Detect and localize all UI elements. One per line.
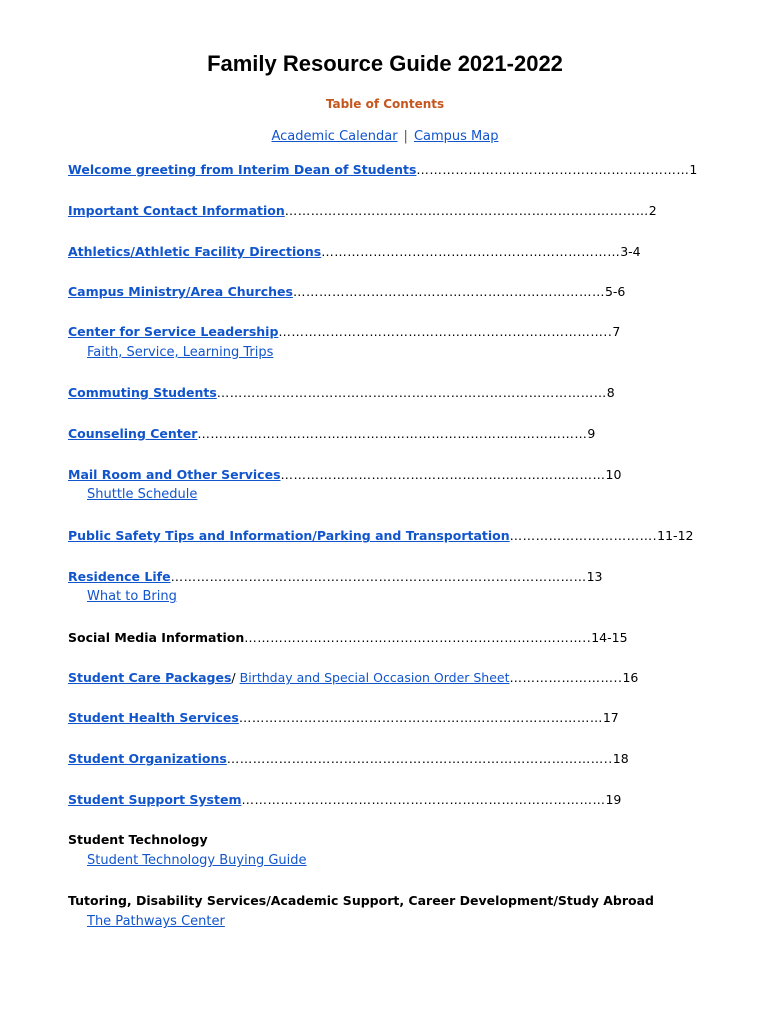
page-title: Family Resource Guide 2021-2022 [207,51,563,76]
toc-link-athletics[interactable]: Athletics/Athletic Facility Directions [68,244,322,259]
toc-entry-commuting [68,384,692,401]
toc-link-mail-room[interactable]: Mail Room and Other Services [68,467,281,482]
toc-link-organizations[interactable]: Student Organizations [68,751,227,766]
toc-entry-social-media [68,629,692,646]
dot-leader: …………………….. [509,670,623,685]
toc-entry-athletics [68,243,692,260]
toc-entry-tutoring [68,892,692,909]
page-number: 18 [612,751,629,766]
top-links [0,129,770,144]
toc-link-order-sheet[interactable]: Birthday and Special Occasion Order Sheet [239,670,510,685]
toc-entry-public-safety [68,527,692,544]
toc-heading: Table of Contents [325,97,445,111]
dot-leader: …………………………………………………………… [321,244,621,259]
toc-entry-welcome [68,161,698,178]
toc-entry-counseling [68,425,692,442]
dot-leader: ………………………………………………………………………… [241,792,606,807]
toc-link-campus-ministry[interactable]: Campus Ministry/Area Churches [68,284,293,299]
sublink-learning-trips[interactable]: Faith, Service, Learning Trips [87,345,274,360]
toc-link-support-system[interactable]: Student Support System [68,792,242,807]
toc-label-social-media: Social Media Information [68,630,245,645]
toc-entry-support-system [68,791,692,808]
toc-entry-campus-ministry [68,283,692,300]
dot-leader: …………………………………………………………………………………… [170,569,587,584]
dot-leader: …………………………………………………………………………….. [226,751,613,766]
dot-leader: ……………………………………………………… [416,162,690,177]
dot-leader: ……………………………. [509,528,658,543]
sublink-pathways-center[interactable]: The Pathways Center [87,914,225,929]
dot-leader: ………………………………………………………………….. [278,324,613,339]
slash-separator: / [231,670,236,685]
dot-leader: ……………………………………………………………………………… [216,385,607,400]
academic-calendar-link[interactable]: Academic Calendar [271,129,398,144]
toc-link-contacts[interactable]: Important Contact Information [68,203,285,218]
toc-link-service-leadership[interactable]: Center for Service Leadership [68,324,279,339]
dot-leader: …………………………………………………………………….. [244,630,592,645]
page-number: 8 [606,385,615,400]
sublink-shuttle-schedule[interactable]: Shuttle Schedule [87,487,198,502]
toc-link-care-packages[interactable]: Student Care Packages [68,670,232,685]
page-number: 9 [587,426,596,441]
toc-label-technology: Student Technology [68,832,208,847]
toc-entry-care-packages [68,669,692,686]
dot-leader: ……………………………………………………………… [292,284,605,299]
page-number: 3-4 [620,244,641,259]
toc-entry-organizations [68,750,692,767]
toc-label-tutoring: Tutoring, Disability Services/Academic Support, Career Development/Study Abroad [68,893,655,908]
page-number: 10 [605,467,622,482]
dot-leader: ………………………………………………………………………… [284,203,649,218]
toc-entry-service-leadership [68,323,692,340]
dot-leader: ………………………………………………………………… [280,467,606,482]
dot-leader: ……………………………………………………………………………… [197,426,588,441]
toc-entry-mail-room [68,466,692,483]
page-number: 16 [622,670,639,685]
toc-link-health-services[interactable]: Student Health Services [68,710,239,725]
dot-leader: ………………………………………………………………………… [238,710,603,725]
page-number: 11-12 [657,528,694,543]
toc-link-welcome[interactable]: Welcome greeting from Interim Dean of Students [68,162,417,177]
campus-map-link[interactable]: Campus Map [413,129,499,144]
page-number: 2 [648,203,657,218]
toc-link-residence-life[interactable]: Residence Life [68,569,171,584]
toc-entry-residence-life [68,568,692,585]
page-number: 5-6 [604,284,626,299]
page-number: 19 [605,792,622,807]
toc-link-commuting[interactable]: Commuting Students [68,385,217,400]
link-separator: | [403,129,408,144]
toc-link-counseling[interactable]: Counseling Center [68,426,198,441]
toc-entry-technology [68,831,692,848]
toc-link-public-safety[interactable]: Public Safety Tips and Information/Parking and Transportation [68,528,510,543]
page-number: 17 [602,710,619,725]
page-number: 1 [689,162,698,177]
page-number: 14-15 [591,630,628,645]
page-number: 7 [612,324,621,339]
toc-entry-health-services [68,709,692,726]
page-number: 13 [586,569,603,584]
sublink-technology-buying-guide[interactable]: Student Technology Buying Guide [87,853,307,868]
toc-entry-contacts [68,202,692,219]
sublink-what-to-bring[interactable]: What to Bring [87,589,177,604]
